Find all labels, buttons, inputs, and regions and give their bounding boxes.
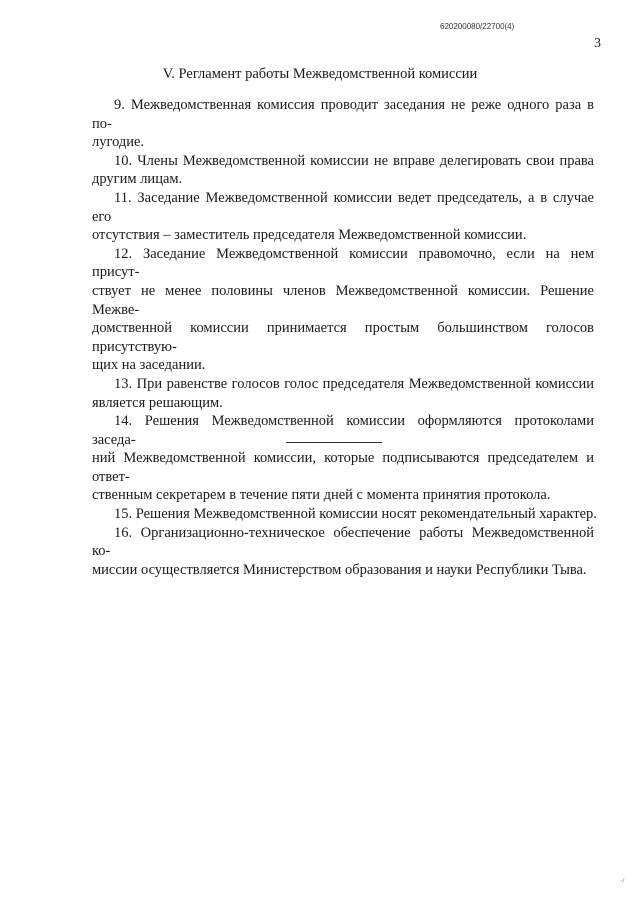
paragraph-14 — [92, 412, 594, 505]
paragraph-11 — [92, 189, 594, 245]
paragraph-line: ний Межведомственной комиссии, которые подписываются председателем и ответ- — [92, 450, 594, 485]
paragraph-line: ственным секретарем в течение пяти дней с момента принятия протокола. — [92, 487, 551, 504]
paragraph-line: 14. Решения Межведомственной комиссии оформляются протоколами заседа- — [92, 413, 594, 448]
paragraph-16 — [92, 524, 594, 580]
paragraph-line: 15. Решения Межведомственной комиссии носят рекомендательный характер. — [114, 506, 597, 523]
paragraph-12 — [92, 245, 594, 375]
corner-mark: ·/ — [620, 877, 625, 885]
paragraph-line: является решающим. — [92, 394, 223, 411]
document-code: 620200080/22700(4) — [440, 22, 515, 31]
document-body — [92, 96, 597, 579]
paragraph-line: домственной комиссии принимается простым большинством голосов присутствую- — [92, 320, 594, 355]
paragraph-line: щих на заседании. — [92, 357, 206, 374]
paragraph-line: 10. Члены Межведомственной комиссии не вправе делегировать свои права — [114, 152, 594, 169]
paragraph-line: отсутствия – заместитель председателя Межведомственной комиссии. — [92, 227, 527, 244]
paragraph-line: другим лицам. — [92, 171, 183, 188]
paragraph-line: 11. Заседание Межведомственной комиссии ведет председатель, а в случае его — [92, 189, 594, 225]
paragraph-15 — [92, 505, 597, 524]
end-of-text-rule — [286, 442, 382, 443]
paragraph-line: ствует не менее половины членов Межведомственной комиссии. Решение Межве- — [92, 282, 594, 318]
section-title: V. Регламент работы Межведомственной комиссии — [162, 66, 478, 82]
paragraph-9 — [92, 96, 594, 152]
paragraph-line: 16. Организационно-техническое обеспечение работы Межведомственной ко- — [92, 524, 594, 560]
paragraph-line: 13. При равенстве голосов голос председателя Межведомственной комиссии — [114, 375, 594, 392]
paragraph-line: лугодие. — [92, 134, 145, 151]
paragraph-line: 12. Заседание Межведомственной комиссии правомочно, если на нем присут- — [92, 245, 594, 281]
paragraph-10 — [92, 152, 594, 189]
paragraph-line: миссии осуществляется Министерством образования и науки Республики Тыва. — [92, 561, 587, 578]
paragraph-13 — [92, 375, 594, 412]
page-number: 3 — [594, 36, 601, 51]
paragraph-line: 9. Межведомственная комиссия проводит заседания не реже одного раза в по- — [92, 97, 594, 132]
